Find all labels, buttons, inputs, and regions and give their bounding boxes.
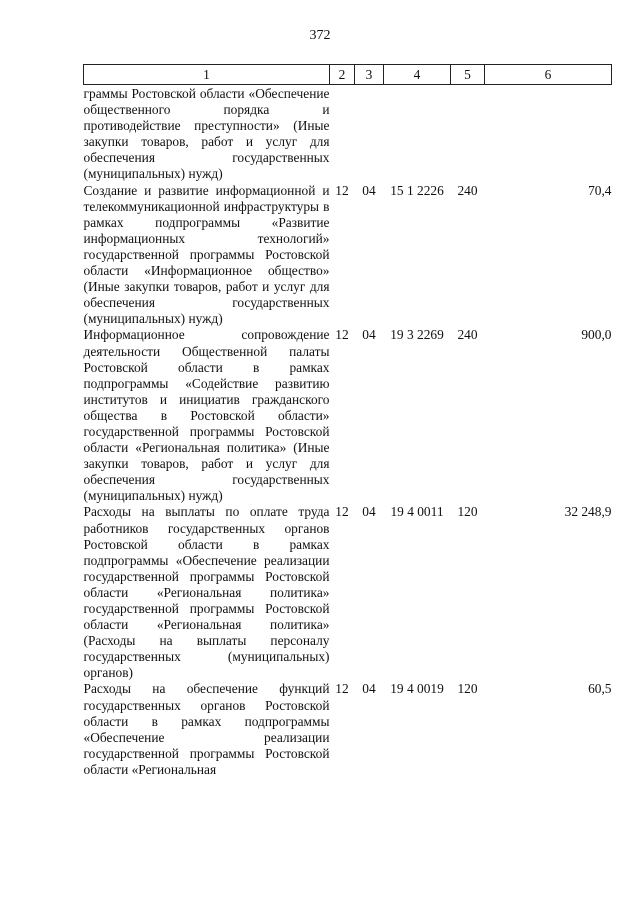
row-description: Расходы на выплаты по оплате труда работников государственных органов Ростовской области в рамках подпрограммы «Обеспечение реализации государственной программы Ростовской области «Региональная политика» государственной программы Ростовской области «Региональная политика» (Расходы на выплаты персоналу государственных (муниципальных) органов) (83, 504, 330, 681)
budget-table (83, 64, 612, 778)
row-amount: 32 248,9 (564, 504, 612, 520)
row-target-article: 19 4 0019 (390, 681, 444, 697)
header-row (84, 65, 612, 85)
row-section: 12 (335, 681, 349, 697)
row-section: 12 (335, 182, 349, 198)
row-expense-type: 240 (457, 182, 478, 198)
row-subsection: 04 (362, 681, 376, 697)
row-expense-type: 120 (457, 681, 478, 697)
row-expense-type: 120 (457, 504, 478, 520)
row-subsection: 04 (362, 504, 376, 520)
table-row (84, 327, 612, 504)
table-header (84, 65, 612, 85)
row-subsection: 04 (362, 327, 376, 343)
row-description: Информационное сопровождение деятельности Общественной палаты Ростовской области в рамках подпрограммы «Содействие развитию институтов и инициатив гражданского общества в Ростовской области» государственной программы Ростовской области «Региональная политика» (Иные закупки товаров, работ и услуг для обеспечения государственных (муниципальных) нужд) (83, 327, 330, 504)
header-col-2: 2 (330, 65, 355, 85)
row-subsection: 04 (362, 182, 376, 198)
row-description: Создание и развитие информационной и телекоммуникационной инфраструктуры в рамках подпрограммы «Развитие информационных технологий» государственной программы Ростовской области «Информационное общество» (Иные закупки товаров, работ и услуг для обеспечения государственных (муниципальных) нужд) (83, 182, 330, 327)
header-col-5: 5 (451, 65, 485, 85)
row-amount: 60,5 (588, 681, 612, 697)
row-target-article: 19 4 0011 (390, 504, 444, 520)
row-amount: 70,4 (588, 182, 612, 198)
row-amount (485, 85, 612, 183)
table-row (84, 85, 612, 183)
row-section (330, 85, 355, 183)
header-col-6: 6 (485, 65, 612, 85)
row-expense-type (451, 85, 485, 183)
header-col-1: 1 (84, 65, 330, 85)
row-expense-type: 240 (457, 327, 478, 343)
row-section: 12 (335, 504, 349, 520)
table-row (84, 681, 612, 778)
row-description: Расходы на обеспечение функций государственных органов Ростовской области в рамках подпрограммы «Обеспечение реализации государственной программы Ростовской области «Региональная (83, 681, 330, 777)
row-target-article: 15 1 2226 (390, 182, 444, 198)
table-body (84, 85, 612, 779)
table-row (84, 183, 612, 328)
row-section: 12 (335, 327, 349, 343)
row-description: граммы Ростовской области «Обеспечение общественного порядка и противодействие преступности» (Иные закупки товаров, работ и услуг для обеспечения государственных (муниципальных) нужд) (83, 86, 330, 182)
row-subsection (355, 85, 384, 183)
row-target-article (384, 85, 451, 183)
header-col-3: 3 (355, 65, 384, 85)
header-col-4: 4 (384, 65, 451, 85)
table-row (84, 504, 612, 681)
row-amount: 900,0 (581, 327, 612, 343)
row-target-article: 19 3 2269 (390, 327, 444, 343)
page-number: 372 (309, 28, 331, 43)
